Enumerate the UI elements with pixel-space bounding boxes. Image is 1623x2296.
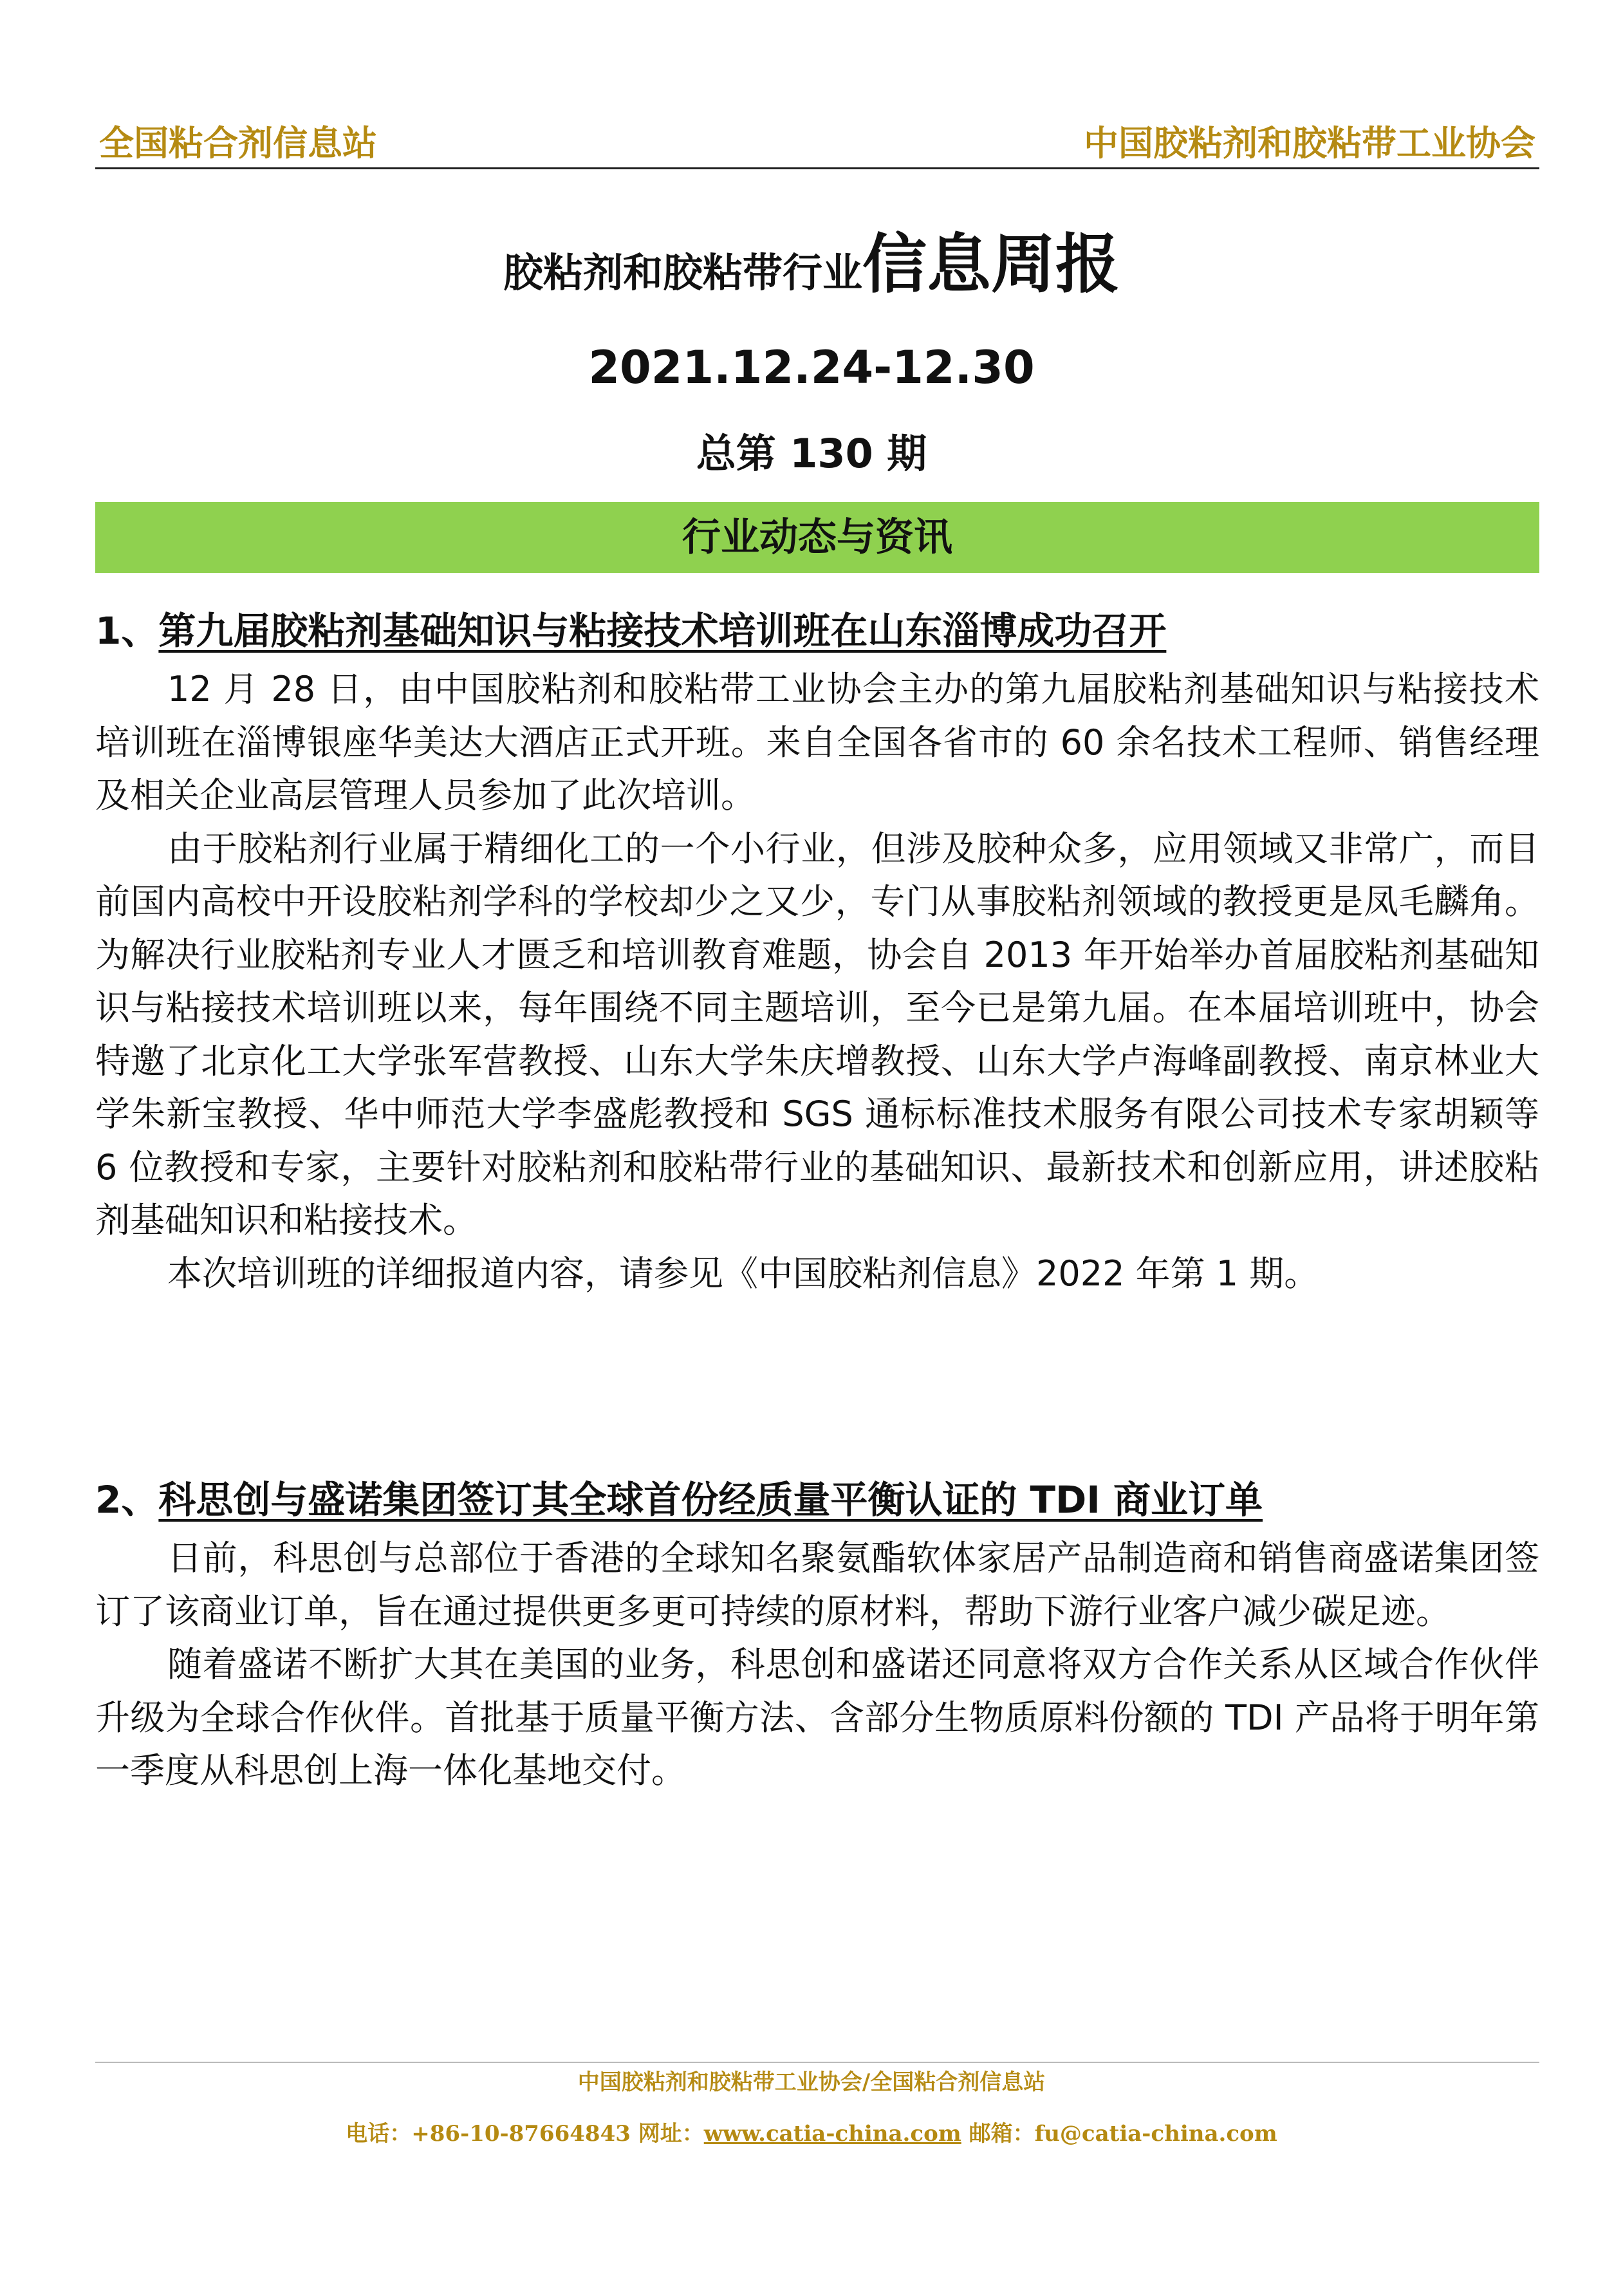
title-main: 信息周报 (862, 227, 1120, 302)
website-label: 网址： (630, 2121, 704, 2147)
article-1-paragraph-1: 12 月 28 日，由中国胶粘剂和胶粘带工业协会主办的第九届胶粘剂基础知识与粘接技术培训班在淄博银座华美达大酒店正式开班。来自全国各省市的 60 余名技术工程师、销售经理及相关企业高层管理人员参加了此次培训。 (95, 669, 1539, 816)
article-2-paragraph-2: 随着盛诺不断扩大其在美国的业务，科思创和盛诺还同意将双方合作关系从区域合作伙伴升级为全球合作伙伴。首批基于质量平衡方法、含部分生物质原料份额的 TDI 产品将于明年第一季度从科思创上海一体化基地交付。 (95, 1644, 1539, 1791)
article-2-heading (95, 1468, 1539, 1532)
section-heading: 行业动态与资讯 (95, 502, 1539, 573)
article-1-paragraph-3: 本次培训班的详细报道内容，请参见《中国胶粘剂信息》2022 年第 1 期。 (167, 1253, 1319, 1294)
header-left-title: 全国粘合剂信息站 (99, 122, 377, 163)
footer-contact (0, 2118, 1623, 2150)
title-prefix: 胶粘剂和胶粘带行业 (503, 249, 862, 296)
header-right-title: 中国胶粘剂和胶粘带工业协会 (1084, 122, 1535, 163)
article-2-title: 科思创与盛诺集团签订其全球首份经质量平衡认证的 TDI 商业订单 (158, 1478, 1263, 1522)
document-title (0, 212, 1623, 305)
article-2-paragraph-1: 日前，科思创与总部位于香港的全球知名聚氨酯软体家居产品制造商和销售商盛诺集团签订了该商业订单，旨在通过提供更多更可持续的原材料，帮助下游行业客户减少碳足迹。 (95, 1538, 1539, 1632)
article-1 (95, 599, 1539, 1300)
phone-number: +86-10-87664843 (411, 2121, 631, 2147)
email-address: fu@catia-china.com (1034, 2121, 1277, 2147)
article-2 (95, 1468, 1539, 1798)
phone-label: 电话： (346, 2121, 412, 2147)
website-link[interactable]: www.catia-china.com (703, 2121, 961, 2147)
article-2-number: 2、 (95, 1478, 159, 1522)
article-1-paragraph-2: 由于胶粘剂行业属于精细化工的一个小行业，但涉及胶种众多，应用领域又非常广，而目前国内高校中开设胶粘剂学科的学校却少之又少，专门从事胶粘剂领域的教授更是凤毛麟角。为解决行业胶粘剂专业人才匮乏和培训教育难题，协会自 2013 年开始举办首届胶粘剂基础知识与粘接技术培训班以来，每年围绕不同主题培训，至今已是第九届。在本届培训班中，协会特邀了北京化工大学张军营教授、山东大学朱庆增教授、山东大学卢海峰副教授、南京林业大学朱新宝教授、华中师范大学李盛彪教授和 SGS 通标标准技术服务有限公司技术专家胡颖等 6 位教授和专家，主要针对胶粘剂和胶粘带行业的基础知识、最新技术和创新应用，讲述胶粘剂基础知识和粘接技术。 (95, 828, 1539, 1240)
article-1-number: 1、 (95, 609, 159, 653)
page-header (95, 116, 1539, 169)
article-1-heading (95, 599, 1539, 663)
article-1-title: 第九届胶粘剂基础知识与粘接技术培训班在山东淄博成功召开 (158, 609, 1167, 653)
footer-divider (95, 2062, 1539, 2063)
footer-organization: 中国胶粘剂和胶粘带工业协会/全国粘合剂信息站 (577, 2069, 1046, 2095)
email-label: 邮箱： (961, 2121, 1035, 2147)
issue-number: 总第 130 期 (696, 430, 927, 477)
date-range: 2021.12.24-12.30 (588, 341, 1035, 394)
